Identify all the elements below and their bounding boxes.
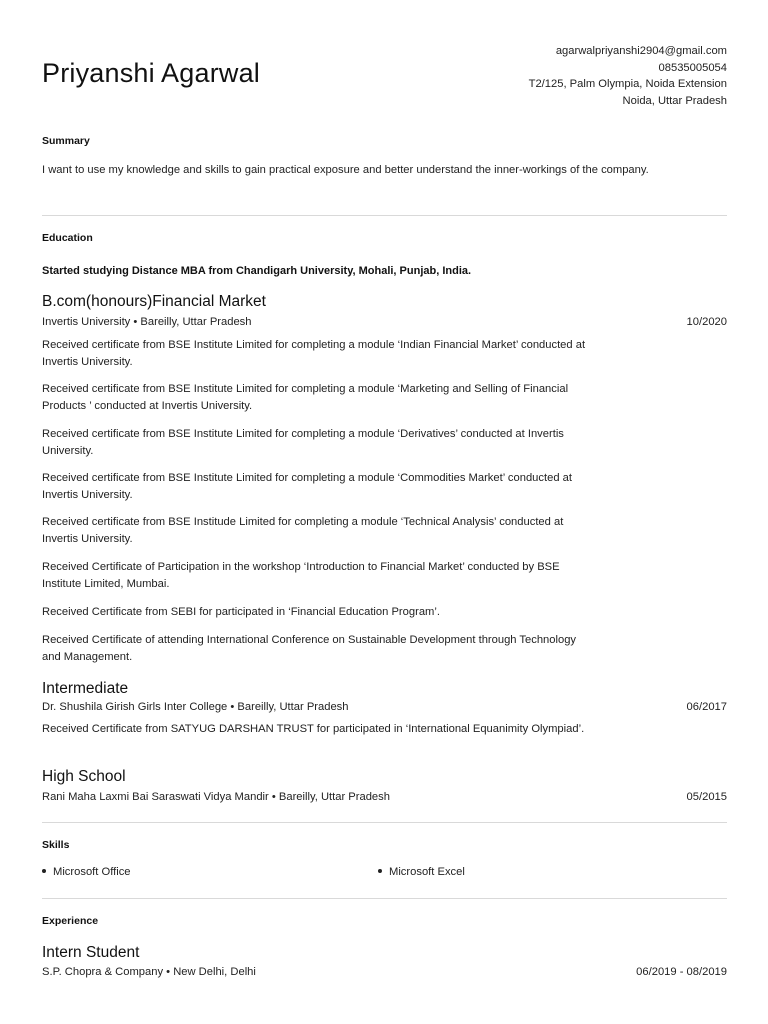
experience-date: 06/2019 - 08/2019	[636, 966, 727, 978]
education-degree: Intermediate	[42, 680, 129, 697]
education-detail: Received certificate from BSE Institute Limited for completing a module ‘Derivatives’ conducted at Invertis University.	[42, 428, 564, 457]
experience-company: S.P. Chopra & Company • New Delhi, Delhi	[42, 966, 256, 978]
experience-role: Intern Student	[42, 944, 140, 961]
education-institution: Dr. Shushila Girish Girls Inter College • Bareilly, Uttar Pradesh	[42, 701, 349, 713]
contact-address-line2: Noida, Uttar Pradesh	[622, 94, 727, 107]
section-divider	[42, 822, 727, 823]
education-date: 05/2015	[686, 791, 727, 803]
summary-text: I want to use my knowledge and skills to gain practical exposure and better understand the inner-workings of the company.	[42, 164, 649, 176]
education-detail: Received certificate from BSE Institute Limited for completing a module ‘Marketing and Selling of Financial Products ’ conducted at Invertis University.	[42, 383, 569, 412]
education-date: 10/2020	[686, 316, 727, 328]
education-note: Started studying Distance MBA from Chandigarh University, Mohali, Punjab, India.	[42, 265, 472, 277]
education-institution: Invertis University • Bareilly, Uttar Pradesh	[42, 316, 252, 328]
education-heading: Education	[42, 232, 93, 244]
education-degree: B.com(honours)Financial Market	[42, 293, 266, 310]
contact-address-line1: T2/125, Palm Olympia, Noida Extension	[528, 78, 727, 91]
skill-item	[378, 866, 465, 878]
skills-heading: Skills	[42, 839, 70, 851]
skill-label: Microsoft Excel	[389, 866, 465, 878]
education-date: 06/2017	[686, 701, 727, 713]
section-divider	[42, 215, 727, 216]
resume-page	[42, 0, 727, 1024]
education-detail: Received Certificate from SEBI for participated in ‘Financial Education Program’.	[42, 606, 440, 618]
education-detail: Received certificate from BSE Institude Limited for completing a module ‘Technical Analysis’ conducted at Invertis University.	[42, 516, 564, 545]
education-institution: Rani Maha Laxmi Bai Saraswati Vidya Mandir • Bareilly, Uttar Pradesh	[42, 791, 390, 803]
education-detail: Received Certificate of attending International Conference on Sustainable Development through Technology and Management.	[42, 634, 577, 663]
contact-phone: 08535005054	[658, 61, 727, 74]
skill-label: Microsoft Office	[53, 866, 131, 878]
contact-email[interactable]: agarwalpriyanshi2904@gmail.com	[555, 45, 727, 57]
bullet-icon	[42, 869, 46, 873]
skill-item	[42, 866, 131, 878]
section-divider	[42, 898, 727, 899]
summary-heading: Summary	[42, 135, 90, 147]
education-detail: Received certificate from BSE Institute Limited for completing a module ‘Commodities Market’ conducted at Invertis University.	[42, 472, 572, 501]
bullet-icon	[378, 869, 382, 873]
education-detail: Received Certificate of Participation in the workshop ‘Introduction to Financial Market’ conducted by BSE Institute Limited, Mumbai.	[42, 561, 560, 590]
education-degree: High School	[42, 768, 126, 785]
education-detail: Received certificate from BSE Institute Limited for completing a module ‘Indian Financial Market’ conducted at Invertis University.	[42, 339, 586, 368]
candidate-name: Priyanshi Agarwal	[42, 58, 261, 88]
contact-block	[529, 43, 727, 109]
education-detail: Received Certificate from SATYUG DARSHAN TRUST for participated in ‘International Equanimity Olympiad’.	[42, 723, 585, 735]
experience-heading: Experience	[42, 915, 99, 927]
